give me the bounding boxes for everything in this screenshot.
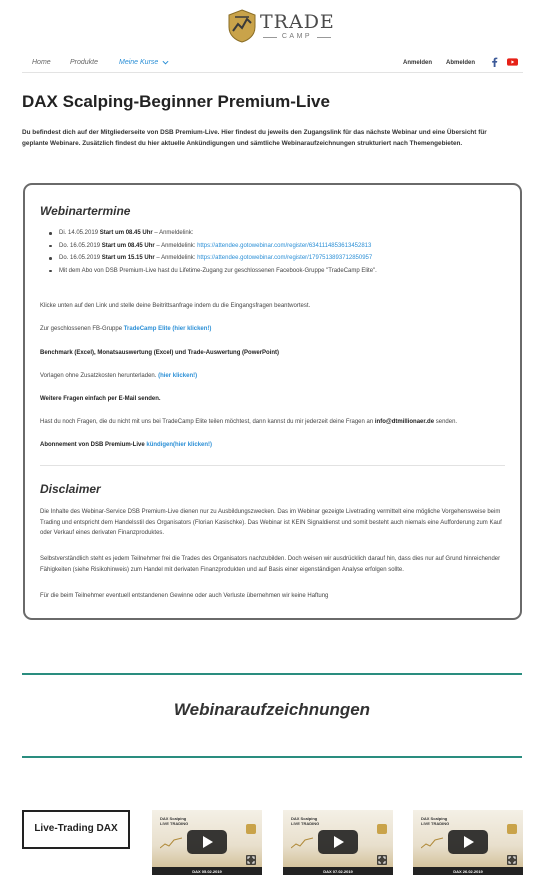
webinar-info-box (23, 183, 522, 620)
email-link[interactable]: info@dtmillionaer.de (374, 419, 435, 425)
video-thumbnail-title: DAX Scalping LIVE TRADING (160, 816, 189, 826)
chart-line-icon (160, 836, 182, 850)
subscription-line: Abonnement von DSB Premium-Live kündigen(hier klicken!) (40, 442, 213, 448)
play-icon[interactable] (448, 830, 488, 854)
fb-group-line: Zur geschlossenen FB-Gruppe TradeCamp Elite (hier klicken!) (40, 326, 212, 332)
disclaimer-paragraph-3: Für die beim Teilnehmer eventuell entstandenen Gewinne oder auch Verluste übernehmen wir keine Haftung (40, 593, 329, 599)
webinar-register-link-1[interactable]: https://attendee.gotowebinar.com/register/6341114853613452813 (197, 242, 372, 249)
section-divider-bottom (22, 756, 522, 758)
fullscreen-icon[interactable] (507, 855, 517, 865)
webinar-dates-heading: Webinartermine (40, 204, 131, 218)
questions-heading: Weitere Fragen einfach per E-Mail senden. (40, 396, 161, 402)
divider (40, 465, 505, 466)
nav-item-produkte[interactable]: Produkte (70, 59, 99, 66)
logo-text: TRADE (260, 11, 335, 33)
video-caption: DAX 26.02.2019 (453, 869, 483, 874)
play-icon[interactable] (318, 830, 358, 854)
youtube-icon[interactable] (507, 58, 518, 66)
logo-subtext: CAMP (261, 33, 333, 40)
login-link[interactable]: Anmelden (403, 60, 433, 66)
fullscreen-icon[interactable] (377, 855, 387, 865)
trade-camp-logo-icon (227, 9, 257, 43)
list-item: Do. 16.05.2019 Start um 08.45 Uhr – Anmeldelink: https://attendee.gotowebinar.com/register/6341114853613452813 (47, 242, 507, 255)
disclaimer-heading: Disclaimer (40, 482, 101, 496)
disclaimer-paragraph-1: Die Inhalte des Webinar-Service DSB Premium-Live dienen nur zu Ausbildungszwecken. Das im Webinar gezeigte Livetrading vermittelt eine mögliche Vorgehensweise beim Trading und entspricht dem Handelsstil des Organisators (Florian Kasischke). Das Webinar ist KEIN Signaldienst und somit besteht auch niemals eine Aufforderung zum Kauf oder Verkauf eines derivaten Finanzproduktes. (40, 509, 502, 536)
recordings-heading: Webinaraufzeichnungen (173, 700, 371, 719)
video-thumbnail-3[interactable] (413, 810, 523, 875)
fb-group-link[interactable]: TradeCamp Elite (hier klicken!) (123, 326, 212, 332)
click-info-text: Klicke unten auf den Link und stelle deine Beitrittsanfrage indem du die Eingangsfragen beantwortest. (40, 303, 311, 309)
chart-line-icon (421, 836, 443, 850)
chart-line-icon (291, 836, 313, 850)
chevron-down-icon[interactable] (162, 59, 169, 66)
templates-line: Vorlagen ohne Zusatzkosten herunterladen. (hier klicken!) (40, 373, 198, 379)
video-thumbnail-title: DAX Scalping LIVE TRADING (421, 816, 450, 826)
trade-camp-logo-icon (246, 824, 256, 834)
main-navigation (22, 55, 523, 73)
video-thumbnail-1[interactable] (152, 810, 262, 875)
disclaimer-paragraph-2: Selbstverständlich steht es jedem Teilnehmer frei die Trades des Organisators nachzubilden. Doch weisen wir ausdrücklich darauf hin, dass dies nur auf Grund hinreichender Fähigkeiten (siehe Risikohinweis) zum Handel mit derivaten Finanzprodukten und auf Basis einer eigenständigen Analyse erfolgen sollte. (40, 556, 501, 573)
page-title: DAX Scalping-Beginner Premium-Live (22, 92, 330, 111)
play-icon[interactable] (187, 830, 227, 854)
facebook-icon[interactable] (490, 57, 499, 67)
templates-link[interactable]: (hier klicken!) (158, 373, 198, 379)
intro-text: Du befindest dich auf der Mitgliederseite von DSB Premium-Live. Hier findest du jeweils den Zugangslink für das nächste Webinar und eine Übersicht für geplante Webinare. Zusätzlich findest du hier aktuelle Ankündigungen und sämtliche Webinaraufzeichnungen strukturiert nach Themengebieten. (22, 129, 487, 147)
fullscreen-icon[interactable] (246, 855, 256, 865)
nav-item-meine-kurse[interactable]: Meine Kurse (119, 59, 159, 66)
video-thumbnail-title: DAX Scalping LIVE TRADING (291, 816, 320, 826)
logo[interactable] (227, 8, 337, 44)
live-trading-dax-button[interactable]: Live-Trading DAX (22, 810, 130, 849)
questions-text: Hast du noch Fragen, die du nicht mit uns bei TradeCamp Elite teilen möchtest, dann kannst du mir jederzeit deine Fragen an info@dtmillionaer.de senden. (40, 419, 458, 425)
list-item: Do. 16.05.2019 Start um 15.15 Uhr – Anmeldelink: https://attendee.gotowebinar.com/register/1797513893712850957 (47, 254, 507, 267)
benchmark-text: Benchmark (Excel), Monatsauswertung (Excel) und Trade-Auswertung (PowerPoint) (40, 350, 280, 356)
video-caption: DAX 07.02.2019 (323, 869, 353, 874)
cancel-subscription-link[interactable]: kündigen(hier klicken!) (146, 442, 213, 448)
logout-link[interactable]: Abmelden (446, 60, 476, 66)
section-divider-top (22, 673, 522, 675)
webinar-dates-list (47, 229, 507, 279)
trade-camp-logo-icon (377, 824, 387, 834)
video-thumbnail-2[interactable] (283, 810, 393, 875)
trade-camp-logo-icon (507, 824, 517, 834)
video-caption: DAX 05.02.2019 (192, 869, 222, 874)
list-item: Mit dem Abo von DSB Premium-Live hast du Lifetime-Zugang zur geschlossenen Facebook-Gruppe "TradeCamp Elite". (47, 267, 507, 280)
webinar-register-link-2[interactable]: https://attendee.gotowebinar.com/register/1797513893712850957 (197, 255, 373, 261)
nav-item-home[interactable]: Home (32, 59, 51, 66)
list-item: Di. 14.05.2019 Start um 08.45 Uhr – Anmeldelink: (47, 229, 507, 242)
